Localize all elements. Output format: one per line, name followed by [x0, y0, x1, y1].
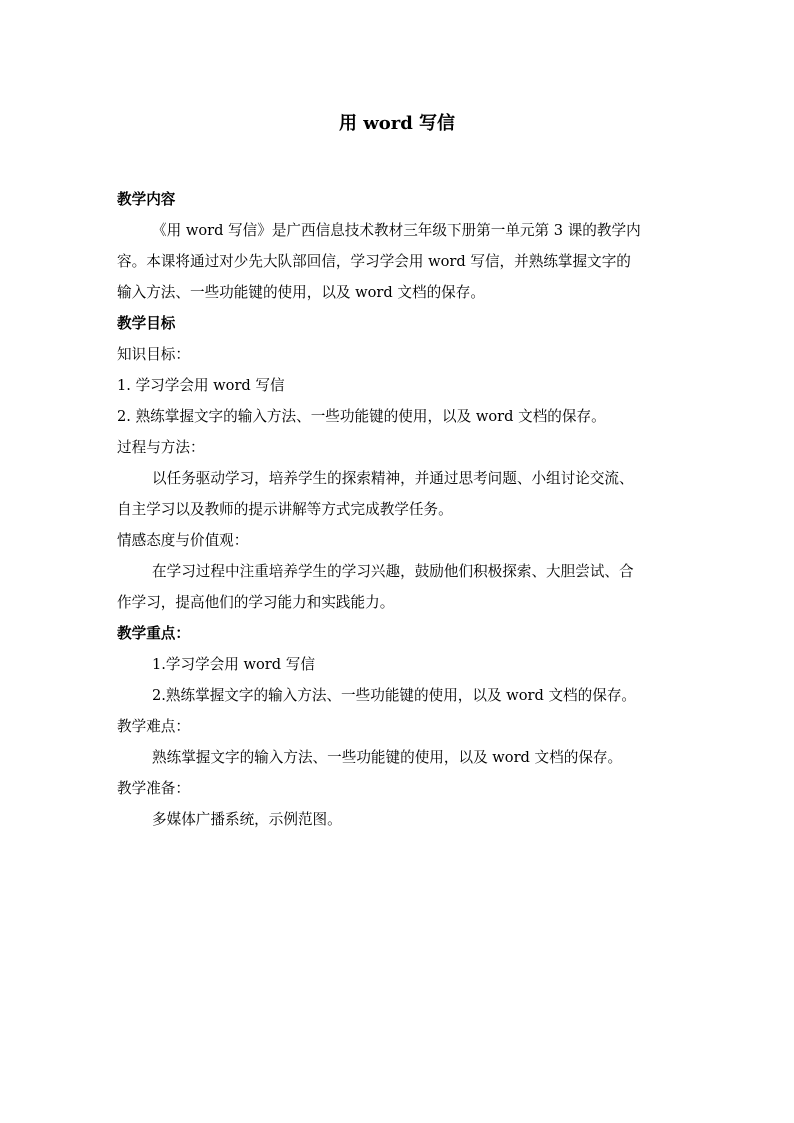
- subheading-emotion: 情感态度与价值观：: [117, 532, 249, 549]
- section-heading-preparation: 教学准备：: [117, 780, 190, 797]
- list-item: 1.学习学会用 word 写信: [152, 656, 315, 673]
- list-item: 2.熟练掌握文字的输入方法、一些功能键的使用，以及 word 文档的保存。: [152, 687, 637, 704]
- section-heading-difficulties: 教学难点：: [117, 718, 190, 735]
- subheading-knowledge: 知识目标：: [117, 346, 190, 363]
- section-heading-goals: 教学目标: [117, 315, 176, 332]
- section-heading-key-points: 教学重点：: [117, 625, 190, 642]
- list-item: 2. 熟练掌握文字的输入方法、一些功能键的使用，以及 word 文档的保存。: [117, 408, 606, 425]
- paragraph-line: 熟练掌握文字的输入方法、一些功能键的使用，以及 word 文档的保存。: [152, 749, 623, 766]
- paragraph-line: 在学习过程中注重培养学生的学习兴趣，鼓励他们积极探索、大胆尝试、合: [152, 563, 634, 580]
- paragraph-line: 输入方法、一些功能键的使用，以及 word 文档的保存。: [117, 284, 485, 301]
- paragraph-line: 容。本课将通过对少先大队部回信，学习学会用 word 写信，并熟练掌握文字的: [117, 253, 631, 270]
- paragraph-line: 多媒体广播系统，示例范图。: [152, 811, 342, 828]
- document-title: 用 word 写信: [338, 113, 456, 134]
- section-heading-content: 教学内容: [117, 191, 176, 208]
- paragraph-line: 《用 word 写信》是广西信息技术教材三年级下册第一单元第 3 课的教学内: [152, 222, 641, 239]
- list-item: 1. 学习学会用 word 写信: [117, 377, 285, 394]
- paragraph-line: 作学习，提高他们的学习能力和实践能力。: [117, 594, 395, 611]
- subheading-process: 过程与方法：: [117, 439, 205, 456]
- paragraph-line: 自主学习以及教师的提示讲解等方式完成教学任务。: [117, 501, 453, 518]
- paragraph-line: 以任务驱动学习，培养学生的探索精神，并通过思考问题、小组讨论交流、: [152, 470, 634, 487]
- document-body: [117, 184, 677, 835]
